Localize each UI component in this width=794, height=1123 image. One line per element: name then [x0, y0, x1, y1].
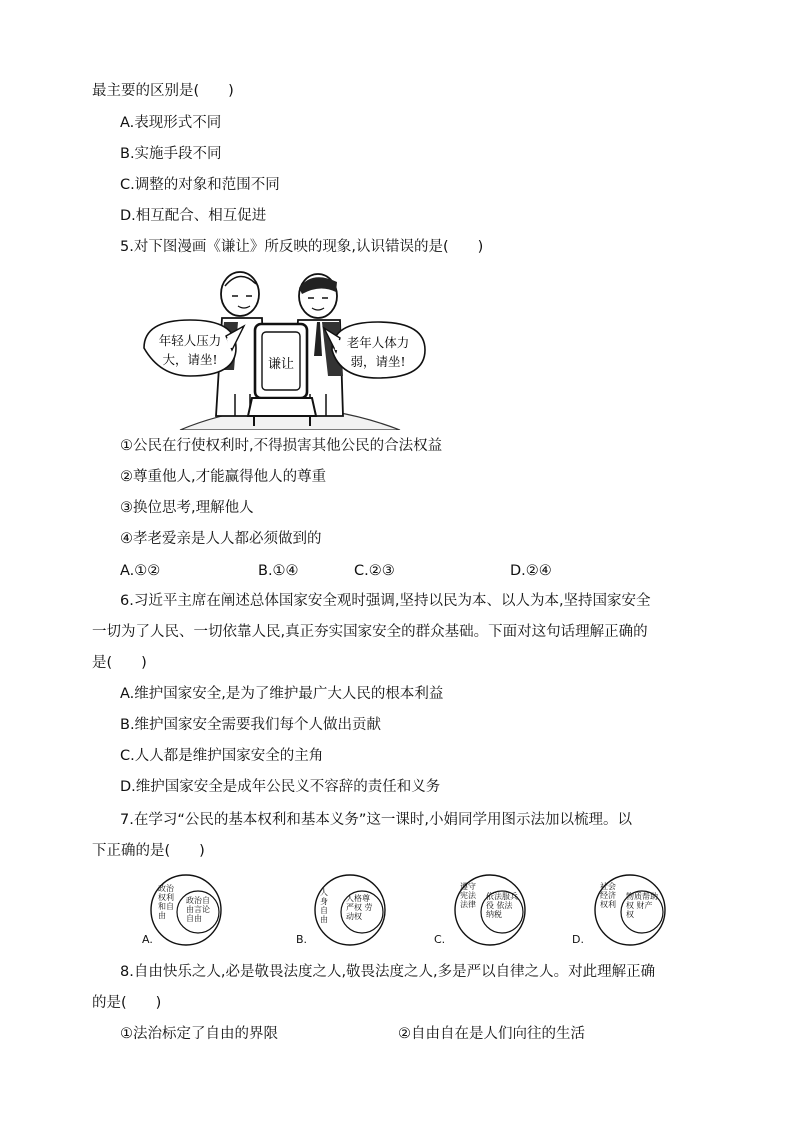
diagram-b-letter: B.	[296, 933, 308, 946]
question-4-stem-tail: 最主要的区别是( )	[92, 83, 234, 99]
diagram-b-inner-text: 人格尊严权 劳动权	[346, 894, 373, 921]
cartoon-chair	[248, 324, 316, 426]
q5-options-row	[120, 563, 720, 583]
diagram-a-letter: A.	[142, 933, 153, 946]
q8-statement-1: ①法治标定了自由的界限	[120, 1026, 278, 1042]
q8-statement-2: ②自由自在是人们向往的生活	[398, 1026, 585, 1042]
q5-option-d: D.②④	[510, 563, 552, 579]
q5-statement-3: ③换位思考,理解他人	[120, 500, 254, 516]
diagram-b-outer-text: 人身自由	[320, 888, 328, 924]
right-bubble-line2: 弱，请坐!	[350, 354, 406, 369]
left-bubble-line1: 年轻人压力	[158, 333, 222, 348]
q5-option-b: B.①④	[258, 563, 299, 579]
question-5-stem: 5.对下图漫画《谦让》所反映的现象,认识错误的是( )	[120, 239, 484, 255]
question-6-stem-line3: 是( )	[92, 655, 147, 671]
diagram-a-inner-text: 政治自由言论自由	[186, 896, 210, 923]
question-7-stem-line2: 下正确的是( )	[92, 843, 205, 859]
diagram-c	[450, 872, 534, 948]
diagram-c-letter: C.	[434, 933, 446, 946]
cartoon-qianrang	[140, 266, 430, 430]
diagram-a-outer-text: 政治权利和自由	[158, 884, 174, 920]
q5-option-a: A.①②	[120, 563, 161, 579]
left-bubble-line2: 大，请坐!	[162, 352, 218, 367]
right-bubble-line1: 老年人体力	[346, 335, 410, 350]
q6-option-c: C.人人都是维护国家安全的主角	[120, 748, 324, 764]
q4-option-c: C.调整的对象和范围不同	[120, 177, 280, 193]
question-6-stem-line1: 6.习近平主席在阐述总体国家安全观时强调,坚持以民为本、以人为本,坚持国家安全	[120, 593, 651, 609]
right-speech-bubble	[332, 322, 425, 378]
question-6-stem-line2: 一切为了人民、一切依靠人民,真正夯实国家安全的群众基础。下面对这句话理解正确的	[92, 624, 648, 640]
diagram-d-outer-text: 社会经济权利	[600, 882, 616, 909]
question-8-stem-line2: 的是( )	[92, 995, 162, 1011]
q5-statement-2: ②尊重他人,才能赢得他人的尊重	[120, 469, 327, 485]
q5-statement-1: ①公民在行使权利时,不得损害其他公民的合法权益	[120, 438, 443, 454]
diagram-b	[310, 872, 394, 948]
diagram-c-outer-text: 遵守宪法法律	[460, 882, 476, 909]
question-8-stem-line1: 8.自由快乐之人,必是敬畏法度之人,敬畏法度之人,多是严以自律之人。对此理解正确	[120, 964, 656, 980]
q4-option-b: B.实施手段不同	[120, 146, 222, 162]
question-7-stem-line1: 7.在学习“公民的基本权利和基本义务”这一课时,小娟同学用图示法加以梳理。以	[120, 812, 632, 828]
q5-statement-4: ④孝老爱亲是人人都必须做到的	[120, 531, 322, 547]
left-speech-bubble	[144, 320, 236, 376]
q4-option-d: D.相互配合、相互促进	[120, 208, 267, 224]
q6-option-a: A.维护国家安全,是为了维护最广大人民的根本利益	[120, 686, 444, 702]
diagram-d	[590, 872, 674, 948]
diagram-d-letter: D.	[572, 933, 584, 946]
q4-option-a: A.表现形式不同	[120, 115, 222, 131]
q5-option-c: C.②③	[354, 563, 395, 579]
diagram-c-inner-text: 依法服兵役 依法纳税	[486, 892, 518, 919]
q6-option-d: D.维护国家安全是成年公民义不容辞的责任和义务	[120, 779, 441, 795]
diagram-d-inner-text: 物质帮助权 财产权	[626, 892, 658, 919]
diagram-a	[146, 872, 230, 948]
cartoon-center-label: 谦让	[267, 357, 295, 372]
q6-option-b: B.维护国家安全需要我们每个人做出贡献	[120, 717, 382, 733]
